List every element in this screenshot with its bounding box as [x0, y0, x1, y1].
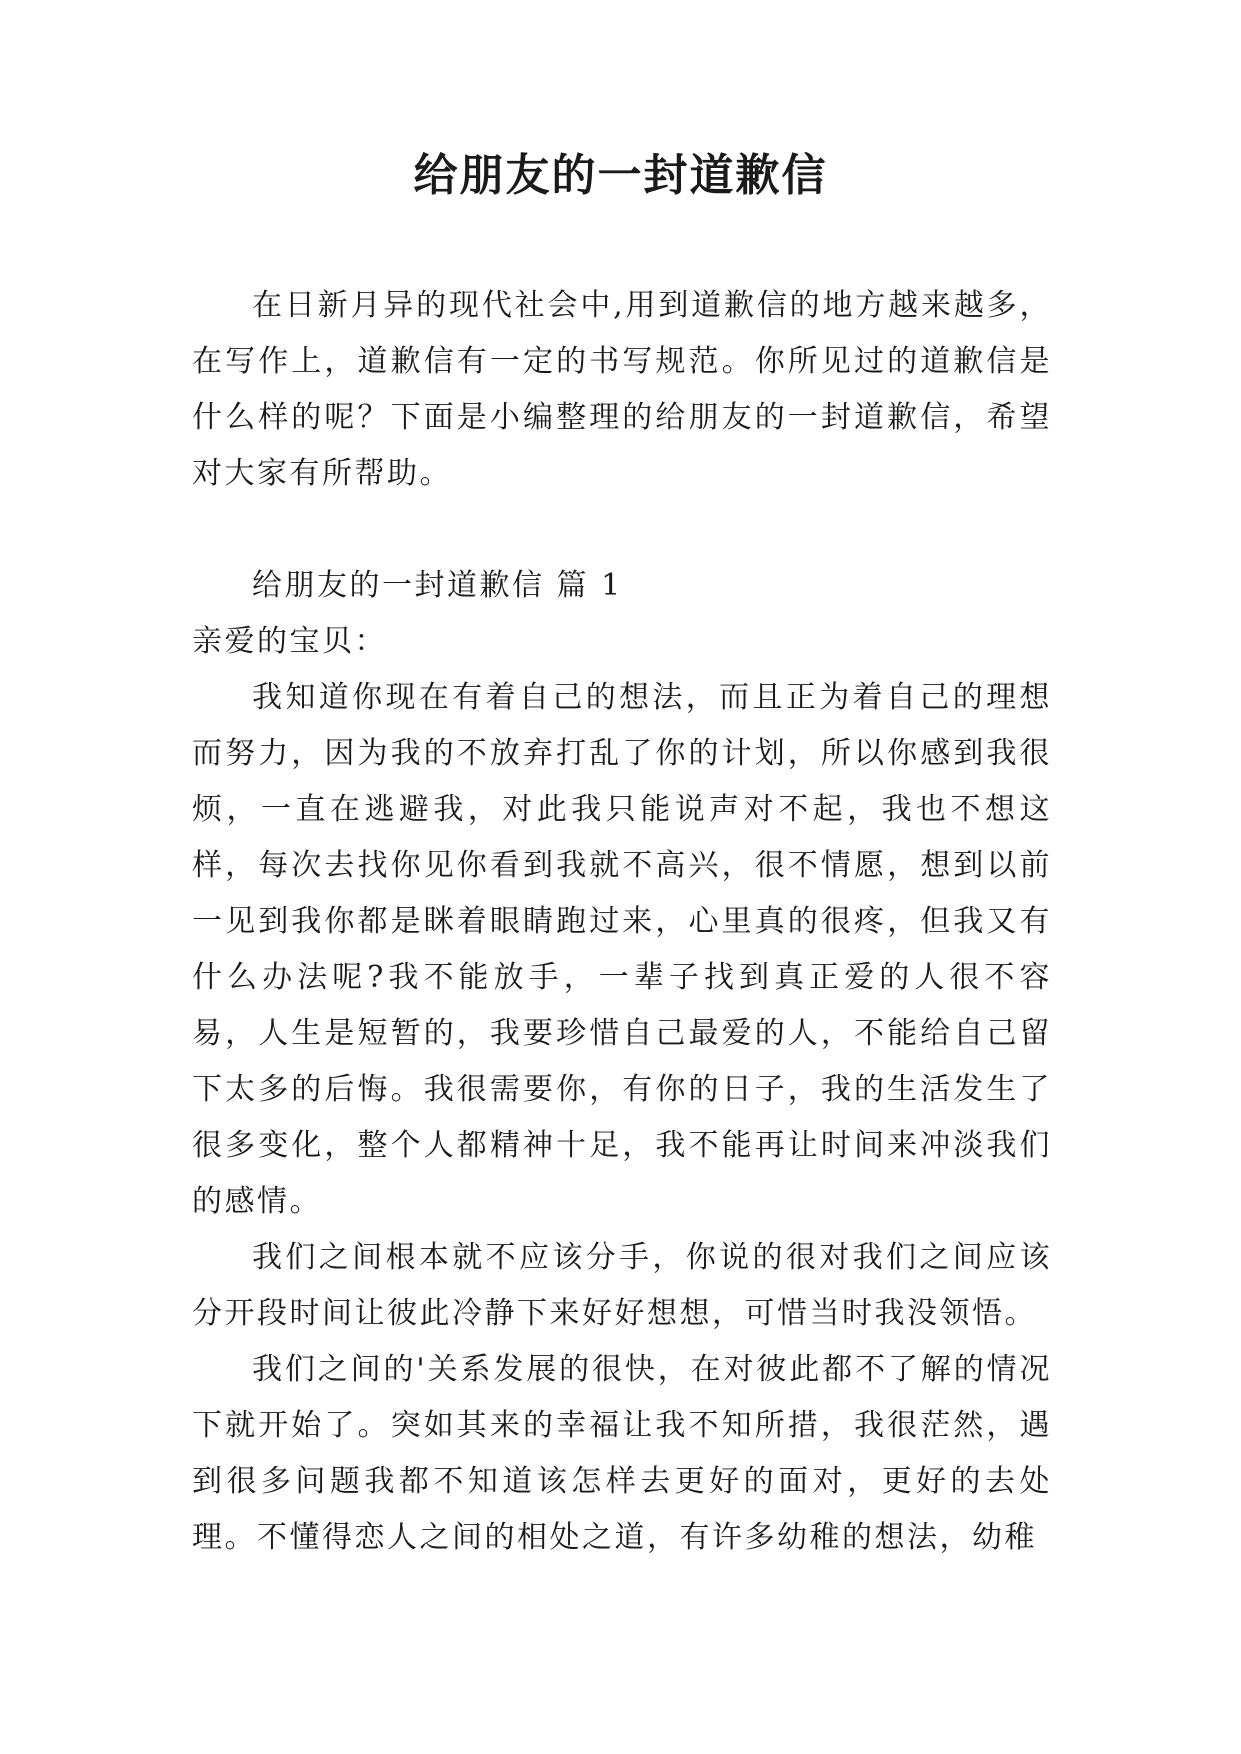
document-body: [192, 278, 1052, 1566]
body-paragraph: 我们之间的'关系发展的很快，在对彼此都不了解的情况下就开始了。突如其来的幸福让我不知所措，我很茫然，遇到很多问题我都不知道该怎样去更好的面对，更好的去处理。不懂得恋人之间的相处之道，有许多幼稚的想法，幼稚: [192, 1352, 1052, 1555]
section-heading: 给朋友的一封道歉信 篇 1: [252, 568, 623, 603]
body-paragraph: 我知道你现在有着自己的想法，而且正为着自己的理想而努力，因为我的不放弃打乱了你的计划，所以你感到我很烦，一直在逃避我，对此我只能说声对不起，我也不想这样，每次去找你见你看到我就不高兴，很不情愿，想到以前一见到我你都是眯着眼睛跑过来，心里真的很疼，但我又有什么办法呢?我不能放手，一辈子找到真正爱的人很不容易，人生是短暂的，我要珍惜自己最爱的人，不能给自己留下太多的后悔。我很需要你，有你的日子，我的生活发生了很多变化，整个人都精神十足，我不能再让时间来冲淡我们的感情。: [192, 680, 1052, 1219]
body-paragraph: 我们之间根本就不应该分手，你说的很对我们之间应该分开段时间让彼此冷静下来好好想想，可惜当时我没领悟。: [192, 1240, 1052, 1331]
salutation: 亲爱的宝贝：: [192, 624, 387, 659]
intro-paragraph: 在日新月异的现代社会中,用到道歉信的地方越来越多，在写作上，道歉信有一定的书写规范。你所见过的道歉信是什么样的呢？下面是小编整理的给朋友的一封道歉信，希望对大家有所帮助。: [192, 288, 1052, 491]
document-title: 给朋友的一封道歉信: [413, 150, 828, 201]
